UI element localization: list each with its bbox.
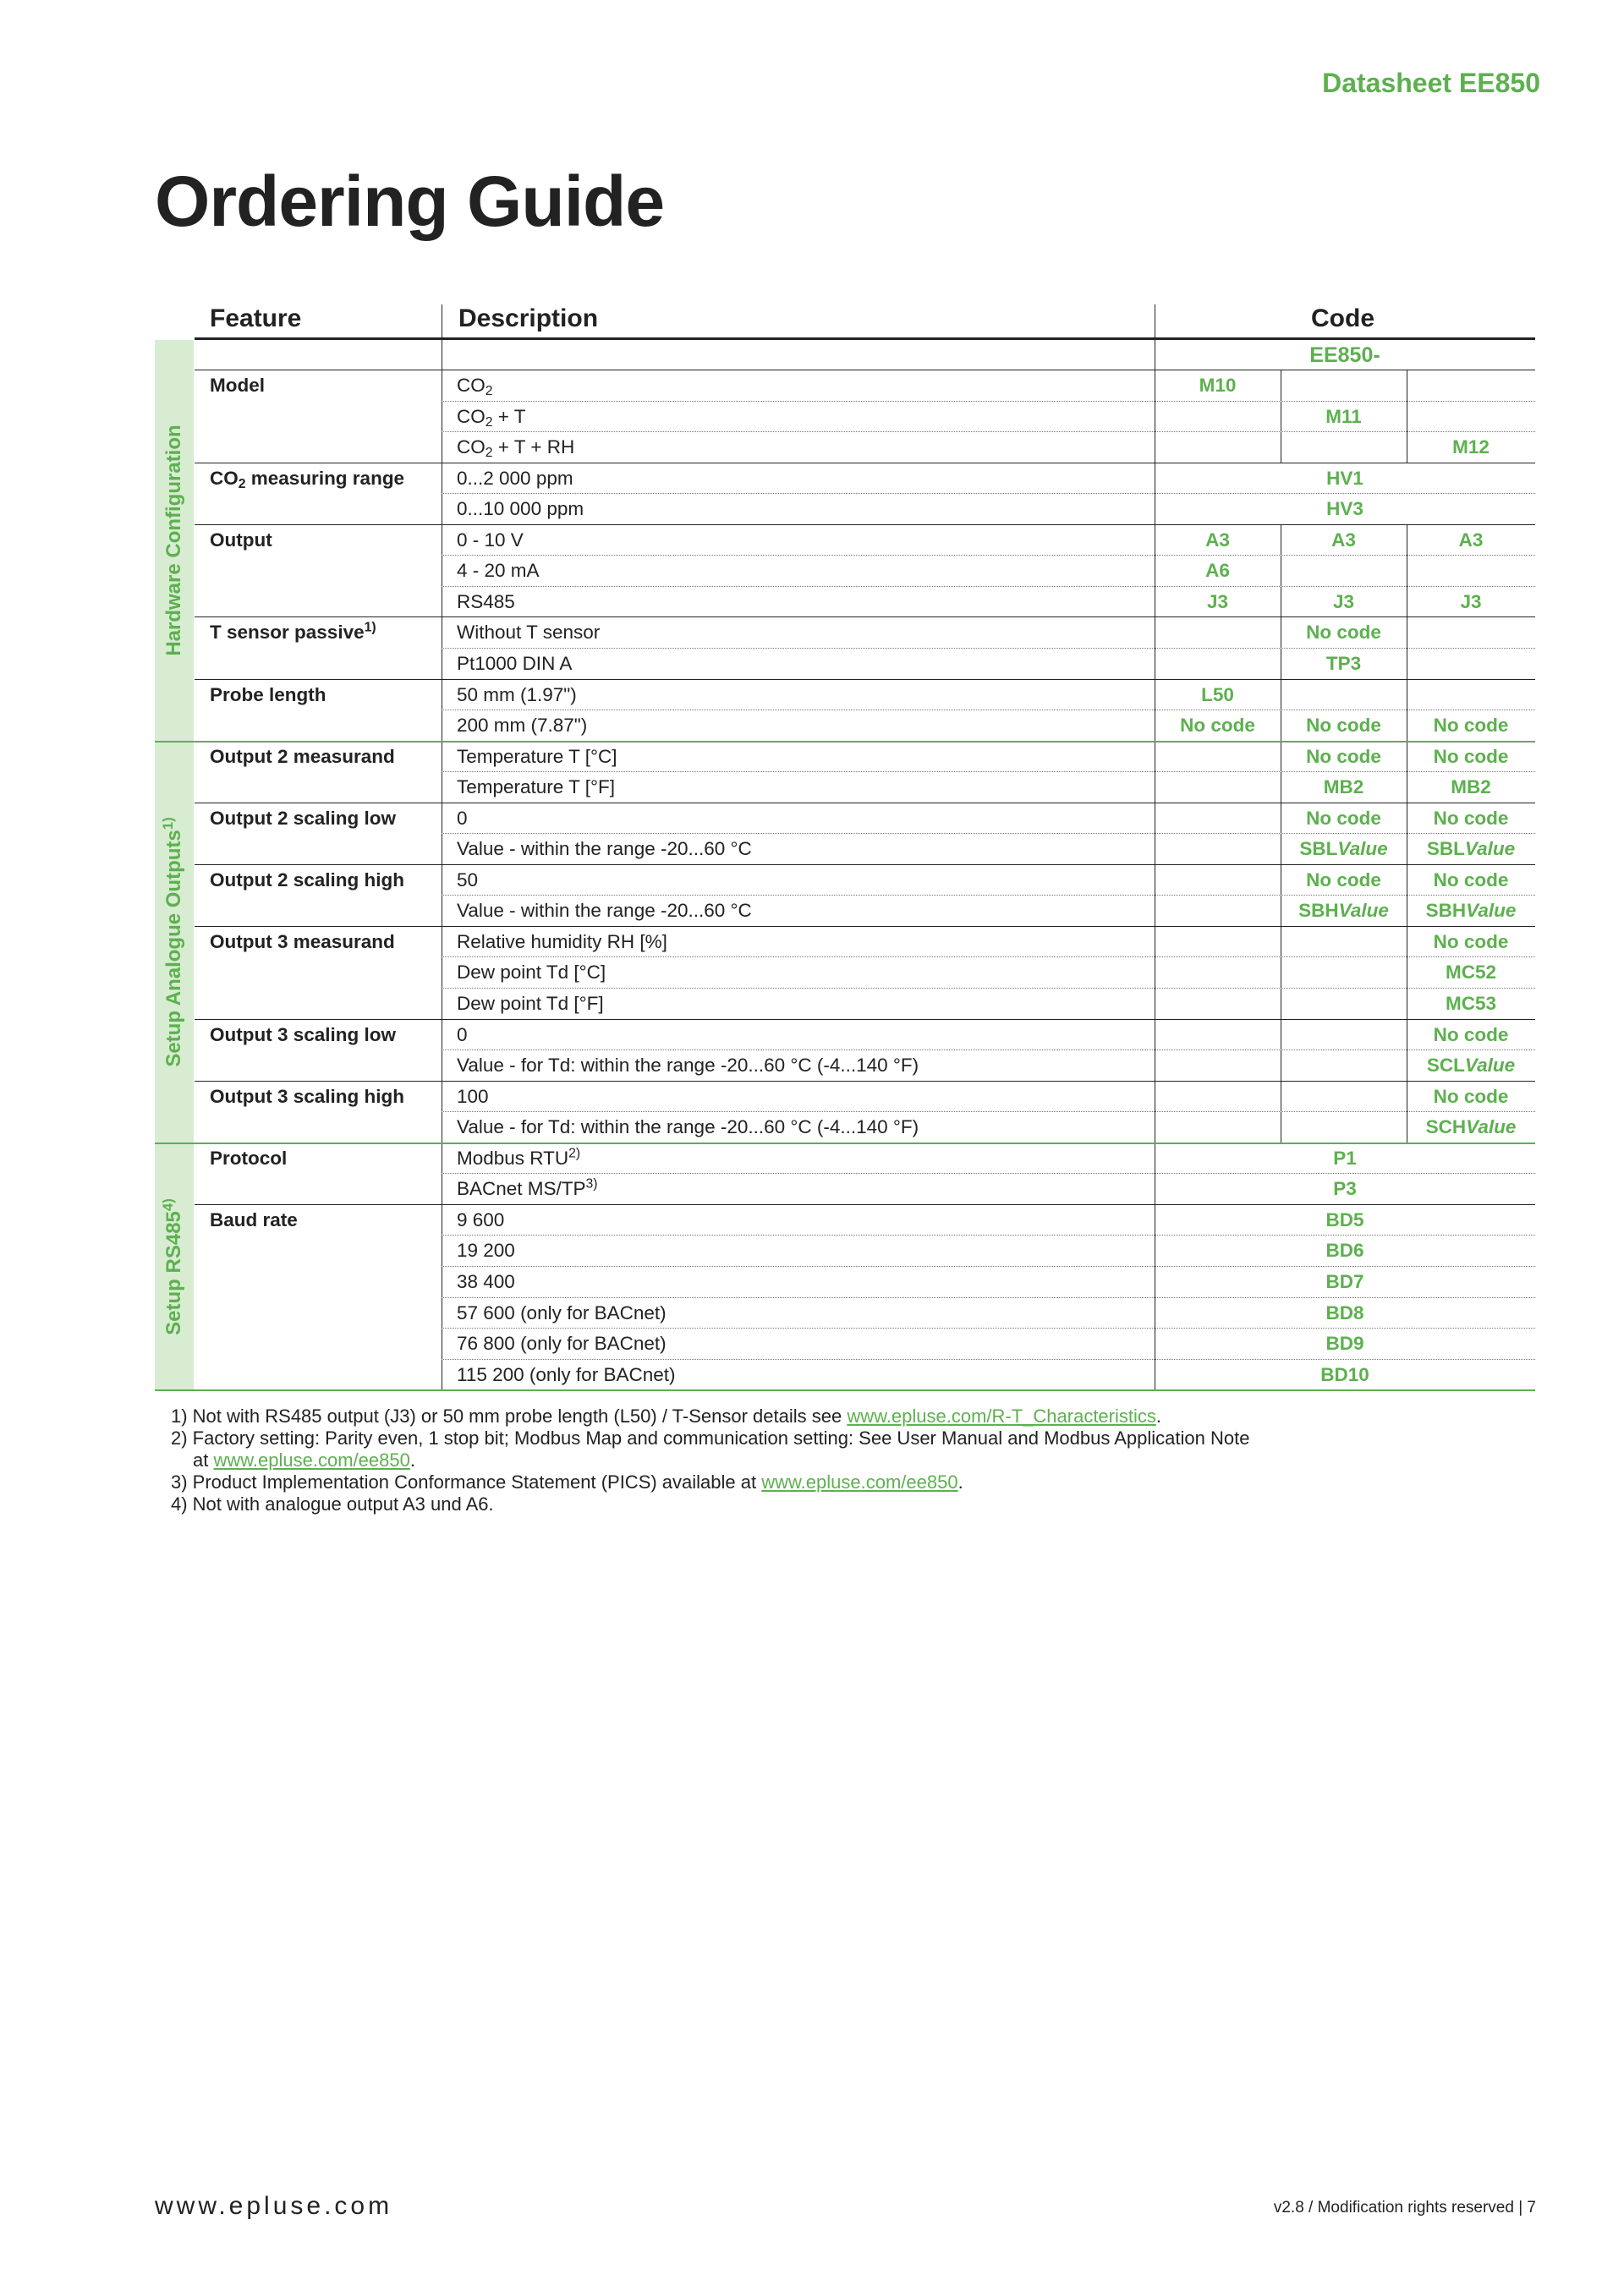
description-cell: Temperature T [°F]	[457, 776, 615, 798]
page-title: Ordering Guide	[155, 162, 665, 241]
description-cell: $CO_2 + T$	[457, 405, 526, 430]
description-cell: Dew point Td [°F]	[457, 993, 604, 1014]
description-cell: Without T sensor	[457, 622, 601, 644]
code-cell	[1155, 617, 1281, 649]
column-header-code: Code	[1311, 304, 1374, 332]
feature-label: Output 3 scaling high	[210, 1085, 404, 1107]
code-cell: A3	[1205, 529, 1230, 551]
feature-label: Baud rate	[210, 1208, 298, 1230]
footnote-4: 4) Not with analogue output A3 und A6.	[171, 1493, 494, 1515]
code-cell: No code	[1433, 745, 1509, 767]
code-cell	[1407, 556, 1535, 587]
code-cell: MC53	[1445, 993, 1497, 1014]
code-cell: TP3	[1325, 652, 1362, 674]
code-cell	[1407, 402, 1535, 433]
code-cell: L50	[1201, 683, 1234, 705]
code-cell	[1407, 617, 1535, 649]
code-cell: SBLValue	[1299, 838, 1388, 860]
footnote-2-cont: at www.epluse.com/ee850.	[193, 1449, 415, 1471]
code-cell: P3	[1333, 1178, 1357, 1200]
link-ee850-pics[interactable]: www.epluse.com/ee850	[761, 1471, 958, 1493]
section-rule	[155, 741, 1535, 743]
code-cell: SBHValue	[1298, 900, 1389, 922]
description-cell: Temperature T [°C]	[457, 745, 617, 767]
code-cell: No code	[1433, 930, 1509, 952]
code-cell	[1155, 1050, 1281, 1082]
feature-label: $CO_2$ measuring range	[210, 467, 405, 491]
description-cell: 0 - 10 V	[457, 529, 524, 551]
code-cell	[1281, 680, 1407, 711]
feature-label: Output 3 scaling low	[210, 1023, 397, 1045]
code-cell: MC52	[1445, 962, 1497, 984]
code-cell	[1155, 957, 1281, 989]
code-cell	[1155, 1112, 1281, 1143]
code-cell: BD5	[1325, 1208, 1364, 1230]
link-ee850[interactable]: www.epluse.com/ee850	[213, 1449, 410, 1471]
code-cell: A3	[1331, 529, 1356, 551]
description-cell: 76 800 (only for BACnet)	[457, 1333, 667, 1355]
code-cell	[1281, 1020, 1407, 1051]
code-cell	[1155, 896, 1281, 927]
code-cell: No code	[1306, 807, 1381, 829]
section-label: Setup RS485$^{4)}$	[159, 1198, 185, 1335]
description-cell: 57 600 (only for BACnet)	[457, 1301, 667, 1323]
feature-label: Output 3 measurand	[210, 930, 395, 952]
code-cell: BD7	[1325, 1270, 1364, 1292]
feature-label: Output 2 measurand	[210, 745, 395, 767]
code-cell	[1155, 649, 1281, 680]
column-header-feature: Feature	[210, 304, 302, 332]
code-cell: MB2	[1323, 776, 1364, 798]
code-cell	[1281, 1112, 1407, 1143]
code-cell: M12	[1452, 436, 1490, 458]
footer-revision: v2.8 / Modification rights reserved | 7	[1273, 2199, 1536, 2217]
feature-label: Output 2 scaling low	[210, 807, 397, 829]
code-cell	[1155, 772, 1281, 803]
footnote-2: 2) Factory setting: Parity even, 1 stop bit; Modbus Map and communication setting: See User Manual and Modbus Application Note	[171, 1427, 1250, 1449]
code-cell: No code	[1180, 715, 1255, 737]
code-cell: BD9	[1325, 1333, 1364, 1355]
code-cell	[1407, 649, 1535, 680]
description-cell: Value - for Td: within the range -20...60 °C (-4...140 °F)	[457, 1116, 919, 1138]
description-cell: 50	[457, 869, 479, 890]
description-cell: 4 - 20 mA	[457, 560, 540, 582]
feature-label: Output	[210, 529, 272, 551]
description-cell: 0...2 000 ppm	[457, 467, 573, 489]
datasheet-title: Datasheet EE850	[1322, 68, 1540, 98]
footnotes	[171, 1406, 1249, 1515]
code-cell	[1281, 957, 1407, 989]
code-cell: BD6	[1325, 1240, 1364, 1262]
code-cell	[1155, 1082, 1281, 1113]
code-cell: SBLValue	[1426, 838, 1516, 860]
description-cell: 19 200	[457, 1240, 515, 1262]
code-cell	[1155, 834, 1281, 865]
code-cell: No code	[1306, 869, 1381, 890]
section-label: Hardware Configuration	[162, 425, 185, 656]
feature-label: Protocol	[210, 1147, 288, 1169]
description-cell: Value - for Td: within the range -20...60 °C (-4...140 °F)	[457, 1055, 919, 1077]
code-cell	[1281, 370, 1407, 402]
description-cell: 38 400	[457, 1270, 515, 1292]
code-cell	[1155, 927, 1281, 958]
code-cell: SCLValue	[1426, 1055, 1516, 1077]
section-label: Setup Analogue Outputs$^{1)}$	[159, 817, 185, 1067]
code-cell: No code	[1306, 715, 1381, 737]
code-cell: HV3	[1326, 498, 1363, 520]
code-cell	[1407, 370, 1535, 402]
code-cell: No code	[1433, 1023, 1509, 1045]
code-cell: No code	[1433, 715, 1509, 737]
description-cell: Value - within the range -20...60 °C	[457, 838, 752, 860]
section-rule	[155, 1389, 1535, 1391]
code-cell: A6	[1205, 560, 1230, 582]
description-cell: 9 600	[457, 1208, 505, 1230]
column-header-description: Description	[458, 304, 599, 332]
feature-label: T sensor passive$^{1)}$	[210, 620, 376, 644]
code-cell	[1155, 742, 1281, 773]
description-cell: 50 mm (1.97")	[457, 683, 577, 705]
description-cell: 200 mm (7.87")	[457, 715, 588, 737]
code-cell: SBHValue	[1425, 900, 1517, 922]
code-cell: M10	[1199, 375, 1237, 396]
code-cell	[1281, 1050, 1407, 1082]
description-cell: $CO_2$	[457, 375, 493, 398]
description-cell: Pt1000 DIN A	[457, 652, 573, 674]
code-cell: HV1	[1326, 467, 1363, 489]
description-cell: BACnet MS/TP$^{3)}$	[457, 1176, 598, 1200]
description-cell: 0	[457, 1023, 468, 1045]
description-cell: RS485	[457, 590, 515, 612]
section-rule	[155, 1143, 1535, 1144]
code-cell: SCHValue	[1425, 1116, 1517, 1138]
link-rt-characteristics[interactable]: www.epluse.com/R-T_Characteristics	[847, 1406, 1156, 1427]
code-cell: J3	[1332, 590, 1355, 612]
code-cell: M11	[1325, 405, 1362, 427]
code-cell	[1155, 989, 1281, 1020]
footer-url[interactable]: www.epluse.com	[155, 2192, 393, 2220]
code-cell	[1281, 927, 1407, 958]
code-cell	[1281, 556, 1407, 587]
feature-label: Output 2 scaling high	[210, 869, 404, 890]
code-cell: P1	[1333, 1147, 1357, 1169]
code-cell: BD8	[1325, 1301, 1364, 1323]
description-cell: Dew point Td [°C]	[457, 962, 606, 984]
footnote-3: 3) Product Implementation Conformance Statement (PICS) available at www.epluse.com/ee850.	[171, 1471, 963, 1493]
description-cell: 0	[457, 807, 468, 829]
code-cell	[1155, 432, 1281, 463]
code-cell: MB2	[1451, 776, 1491, 798]
code-cell	[1155, 803, 1281, 835]
description-cell: Value - within the range -20...60 °C	[457, 900, 752, 922]
code-cell	[1281, 989, 1407, 1020]
description-cell: 115 200 (only for BACnet)	[457, 1363, 676, 1385]
code-prefix: EE850-	[1309, 343, 1380, 367]
feature-label: Probe length	[210, 683, 326, 705]
code-cell: No code	[1306, 745, 1381, 767]
code-cell	[1407, 680, 1535, 711]
code-cell: J3	[1206, 590, 1229, 612]
code-cell: BD10	[1320, 1363, 1369, 1385]
code-cell	[1281, 432, 1407, 463]
description-cell: $CO_2 + T$ + RH	[457, 436, 575, 461]
description-cell: 0...10 000 ppm	[457, 498, 584, 520]
code-cell	[1155, 402, 1281, 433]
code-cell: No code	[1433, 1085, 1509, 1107]
description-cell: 100	[457, 1085, 489, 1107]
code-cell	[1155, 1020, 1281, 1051]
code-cell: No code	[1433, 807, 1509, 829]
code-cell: A3	[1458, 529, 1484, 551]
feature-label: Model	[210, 375, 265, 396]
code-cell	[1155, 865, 1281, 896]
code-cell: J3	[1460, 590, 1482, 612]
code-cell: No code	[1433, 869, 1509, 890]
code-cell: No code	[1306, 622, 1381, 644]
description-cell: Relative humidity RH [%]	[457, 930, 667, 952]
footnote-1: 1) Not with RS485 output (J3) or 50 mm probe length (L50) / T-Sensor details see www.epluse.com/R-T_Characteristics.	[171, 1406, 1161, 1427]
description-cell: Modbus RTU$^{2)}$	[457, 1146, 581, 1169]
code-cell	[1281, 1082, 1407, 1113]
